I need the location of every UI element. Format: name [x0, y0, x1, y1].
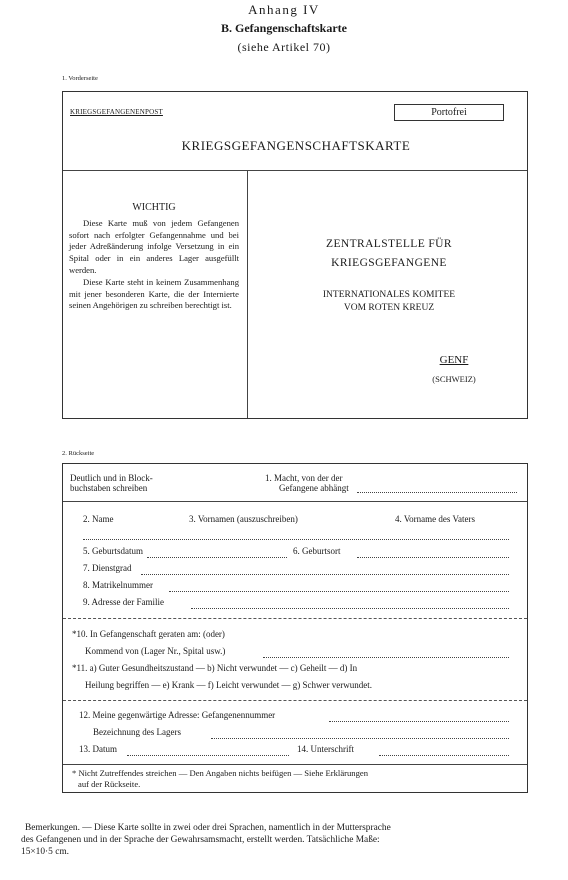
health-status-line-1: *11. a) Guter Gesundheitszustand — b) Nicht verwundet — c) Geheilt — d) In [72, 663, 358, 673]
important-heading: WICHTIG [132, 202, 176, 213]
prisoner-number-field[interactable] [329, 720, 509, 722]
front-column-divider [247, 170, 248, 418]
family-address-field[interactable] [191, 607, 509, 609]
power-line-2: Gefangene abhängt [279, 483, 349, 493]
signature-label: 14. Unterschrift [297, 744, 354, 754]
birthdate-label: 5. Geburtsdatum [83, 546, 143, 556]
name-label: 2. Name [83, 514, 114, 524]
remarks-line-2: des Gefangenen und in der Sprache der Gewahrsamsmacht, erstellt werden. Tatsächliche Maße: [21, 835, 380, 845]
agency-name [249, 235, 529, 273]
back-divider-1 [63, 501, 527, 502]
current-address-label: 12. Meine gegenwärtige Adresse: Gefangenennummer [79, 710, 276, 720]
footnote-line-1: * Nicht Zutreffendes streichen — Den Angaben nichts beifügen — Siehe Erklärungen [72, 768, 368, 778]
date-field[interactable] [127, 754, 289, 756]
birthdate-field[interactable] [147, 556, 287, 558]
post-label: KRIEGSGEFANGENENPOST [70, 108, 163, 116]
agency-line-1: ZENTRALSTELLE FÜR [326, 238, 452, 250]
remarks [21, 822, 551, 858]
service-number-label: 8. Matrikelnummer [83, 580, 153, 590]
power-field[interactable] [357, 491, 517, 493]
family-address-label: 9. Adresse der Familie [83, 597, 164, 607]
camp-label: Bezeichnung des Lagers [93, 727, 181, 737]
city: GENF [439, 354, 469, 366]
remarks-line-1: Bemerkungen. — Diese Karte sollte in zwei oder drei Sprachen, namentlich in der Muttersprache [25, 823, 391, 833]
important-notice [69, 202, 239, 312]
captured-label: *10. In Gefangenschaft geraten am: (oder) [72, 629, 225, 639]
agency-line-2: KRIEGSGEFANGENE [331, 257, 447, 269]
signature-field[interactable] [379, 754, 509, 756]
annex-heading: Anhang IV [248, 2, 320, 17]
card-title: KRIEGSGEFANGENSCHAFTSKARTE [181, 138, 411, 153]
city-label [419, 354, 489, 366]
name-field[interactable] [83, 538, 509, 540]
coming-from-label: Kommend von (Lager Nr., Spital usw.) [85, 646, 226, 656]
important-paragraph-2: Diese Karte steht in keinem Zusammenhang mit jener besonderen Karte, die der Internierte seinen Angehörigen zu schreiben berechtigt ist. [69, 276, 239, 311]
front-card [62, 91, 528, 419]
remarks-line-3: 15×10·5 cm. [21, 847, 69, 857]
back-divider-2 [63, 618, 527, 619]
committee-name [249, 289, 529, 315]
power-line-1: 1. Macht, von der der [265, 473, 343, 483]
first-names-label: 3. Vornamen (auszuschreiben) [189, 514, 298, 524]
postage-box [394, 104, 504, 121]
title-divider [63, 170, 527, 171]
country: (SCHWEIZ) [432, 374, 476, 384]
back-divider-4 [63, 764, 527, 765]
postage-label: Portofrei [431, 107, 467, 118]
camp-field[interactable] [211, 737, 509, 739]
instruction-line-2: buchstaben schreiben [70, 483, 148, 493]
committee-line-1: INTERNATIONALES KOMITEE [322, 290, 456, 300]
rank-field[interactable] [141, 573, 509, 575]
service-number-field[interactable] [169, 590, 509, 592]
health-status-line-2: Heilung begriffen — e) Krank — f) Leicht verwundet — g) Schwer verwundet. [85, 680, 372, 690]
date-label: 13. Datum [79, 744, 117, 754]
coming-from-field[interactable] [263, 656, 509, 658]
birthplace-label: 6. Geburtsort [293, 546, 341, 556]
back-card [62, 463, 528, 793]
committee-line-2: VOM ROTEN KREUZ [343, 303, 435, 313]
instruction [70, 473, 153, 493]
front-section-label: 1. Vorderseite [62, 75, 98, 82]
footnote-line-2: auf der Rückseite. [78, 778, 141, 789]
back-section-label: 2. Rückseite [62, 450, 95, 457]
rank-label: 7. Dienstgrad [83, 563, 132, 573]
instruction-line-1: Deutlich und in Block- [70, 473, 153, 483]
father-name-label: 4. Vorname des Vaters [395, 514, 475, 524]
power-field-label [265, 473, 349, 493]
birthplace-field[interactable] [357, 556, 509, 558]
article-reference: (siehe Artikel 70) [237, 40, 331, 54]
important-paragraph-1: Diese Karte muß von jedem Gefangenen sofort nach erfolgter Gefangennahme und bei jeder Adreßänderung infolge Versetzung in ein Spital oder in ein anderes Lager ausgefüllt werden. [69, 217, 239, 275]
card-subtitle: B. Gefangenschaftskarte [221, 21, 347, 35]
footnote [72, 768, 520, 789]
back-divider-3 [63, 700, 527, 701]
